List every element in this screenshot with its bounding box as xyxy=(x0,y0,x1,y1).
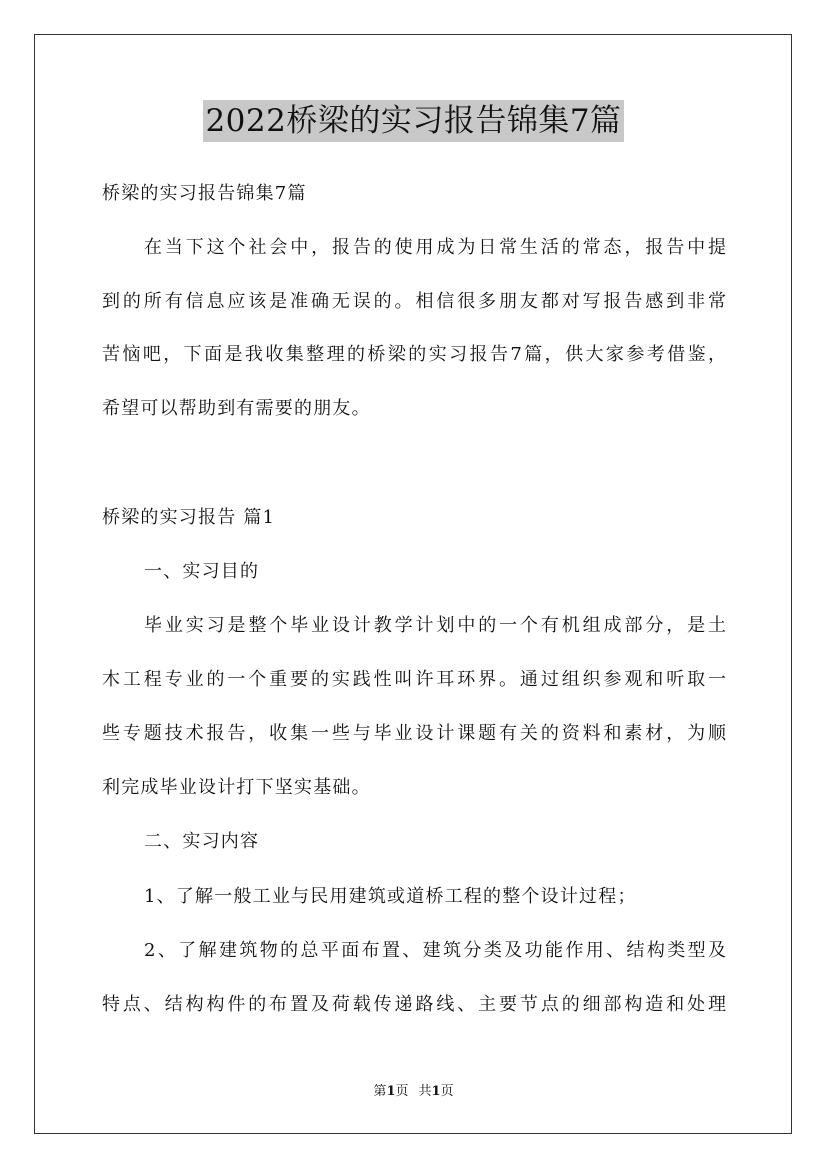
page-label-suffix: 页 xyxy=(395,1084,409,1099)
page-footer xyxy=(0,1084,827,1100)
total-label-suffix: 页 xyxy=(440,1084,454,1099)
intro-line: 希望可以帮助到有需要的朋友。 xyxy=(102,398,371,419)
intro-line: 在当下这个社会中，报告的使用成为日常生活的常态，报告中提 xyxy=(144,237,726,258)
intro-line: 到的所有信息应该是准确无误的。相信很多朋友都对写报告感到非常 xyxy=(102,291,726,312)
intro-line: 苦恼吧，下面是我收集整理的桥梁的实习报告7篇，供大家参考借鉴， xyxy=(102,344,726,365)
part1-body-line: 些专题技术报告，收集一些与毕业设计课题有关的资料和素材，为顺 xyxy=(102,723,726,744)
list-item-2-line: 2、了解建筑物的总平面布置、建筑分类及功能作用、结构类型及 xyxy=(144,940,726,961)
subtitle: 桥梁的实习报告锦集7篇 xyxy=(102,183,307,204)
part1-body-line: 木工程专业的一个重要的实践性叫许耳环界。通过组织参观和听取一 xyxy=(102,669,726,690)
title-container xyxy=(0,100,827,142)
list-item-2-line: 特点、结构构件的布置及荷载传递路线、主要节点的细部构造和处理 xyxy=(102,994,726,1015)
part1-heading: 一、实习目的 xyxy=(144,561,260,582)
document-title: 2022桥梁的实习报告锦集7篇 xyxy=(203,100,623,142)
total-label-prefix: 共 xyxy=(418,1084,432,1099)
total-pages: 1 xyxy=(431,1084,441,1099)
section-heading: 桥梁的实习报告 篇1 xyxy=(102,507,276,528)
part1-body-line: 利完成毕业设计打下坚实基础。 xyxy=(102,777,371,798)
part2-heading: 二、实习内容 xyxy=(144,831,260,852)
page-label-prefix: 第 xyxy=(373,1084,387,1099)
page-number: 1 xyxy=(386,1084,396,1099)
list-item-1: 1、了解一般工业与民用建筑或道桥工程的整个设计过程； xyxy=(144,886,637,907)
part1-body-line: 毕业实习是整个毕业设计教学计划中的一个有机组成部分，是土 xyxy=(144,615,726,636)
